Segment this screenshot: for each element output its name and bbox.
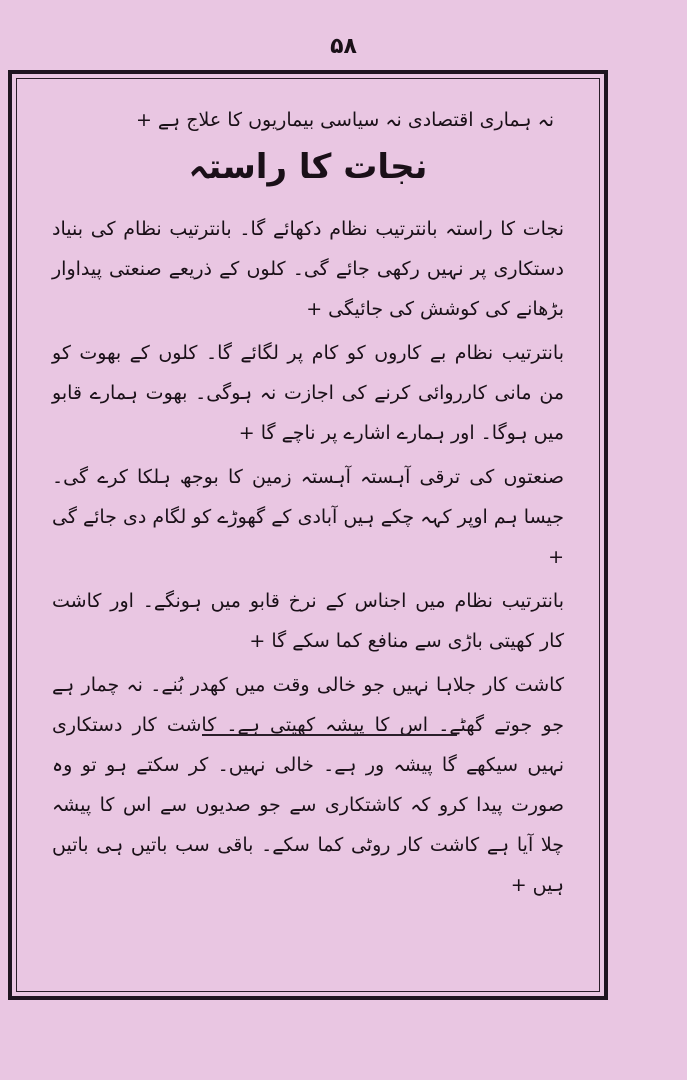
paragraph-3: صنعتوں کی ترقی آہستہ آہستہ زمین کا بوجھ ہلکا کرے گی۔ جیسا ہم اوپر کہہ چکے ہیں آبادی کے گھوڑے کو لگام دی جائے گی + [52,466,564,568]
paragraph-4: بانترتیب نظام میں اجناس کے نرخ قابو میں ہونگے۔ اور کاشت کار کھیتی باڑی سے منافع کما سکے گا + [52,590,564,652]
page-border-frame [8,70,608,1000]
intro-line: نہ ہماری اقتصادی نہ سیاسی بیماریوں کا علاج ہے + [135,109,554,131]
paragraph-1: نجات کا راستہ بانترتیب نظام دکھائے گا۔ بانترتیب نظام کی بنیاد دستکاری پر نہیں رکھی جائے گی۔ کلوں کے ذریعے صنعتی پیداوار بڑھانے کی کوشش کی جائیگی + [52,218,564,320]
page-content [52,104,564,909]
paragraph-5: کاشت کار جلاہا نہیں جو خالی وقت میں کھدر بُنے۔ نہ چمار ہے جو جوتے گھٹے۔ اس کا پیشہ کھیتی ہے۔ کاشت کار دستکاری نہیں سیکھے گا پیشہ ور ہے۔ خالی نہیں۔ کر سکتے ہو تو وہ صورت پیدا کرو کہ کاشتکاری سے جو صدیوں سے اس کا پیشہ چلا آیا ہے کاشت کار روٹی کما سکے۔ باقی سب باتیں ہی باتیں ہیں + [52,674,564,896]
section-heading: نجات کا راستہ [188,147,428,187]
paragraph-2: بانترتیب نظام بے کاروں کو کام پر لگائے گا۔ کلوں کے بھوت کو من مانی کارروائی کرنے کی اجازت نہ ہوگی۔ بھوت ہمارے قابو میں ہوگا۔ اور ہمارے اشارے پر ناچے گا + [52,342,564,444]
page-number: ۵۸ [330,34,357,59]
section-divider [202,734,457,736]
